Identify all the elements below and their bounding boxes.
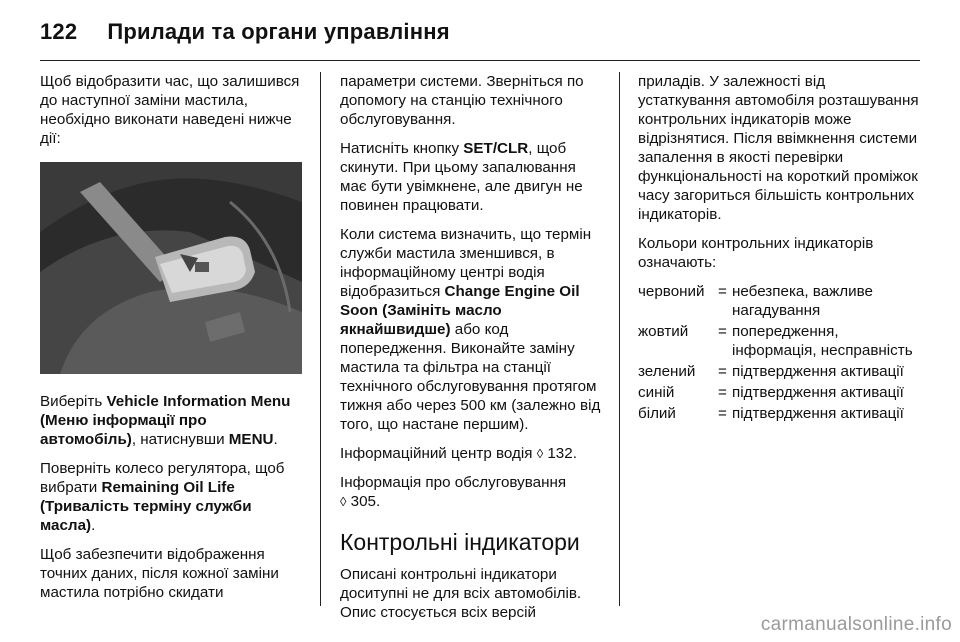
column-1 — [40, 72, 302, 612]
menu-item-name: Remaining Oil Life (Тривалість терміну служби масла) — [40, 479, 252, 534]
color-meaning: підтвердження активації — [732, 384, 904, 401]
paragraph: приладів. У залежності від устаткування автомобіля розташування контрольних індикаторів може відрізнятися. Після ввімкнення системи запалення в якості перевірки функціональності на короткий проміжок часу загориться більшість контрольних індикаторів. — [638, 73, 919, 223]
table-row — [638, 404, 920, 425]
table-row — [638, 383, 920, 404]
indicator-color-table — [638, 282, 920, 425]
menu-name: Vehicle Information Menu (Меню інформації про автомобіль) — [40, 393, 291, 448]
page-reference-icon: ◊ — [536, 446, 544, 461]
color-name: зелений — [638, 363, 696, 380]
column-3 — [638, 72, 920, 425]
color-meaning: підтвердження активації — [732, 405, 904, 422]
paragraph: Виберіть Vehicle Information Menu (Меню інформації про автомобіль), натиснувши MENU. — [40, 393, 291, 448]
page-reference-icon: ◊ — [340, 494, 347, 509]
watermark: carmanualsonline.info — [760, 614, 952, 635]
paragraph: параметри системи. Зверніться по допомогу на станцію технічного обслуговування. — [340, 73, 584, 128]
table-row — [638, 282, 920, 322]
button-name: SET/CLR — [463, 140, 529, 157]
color-meaning: підтвердження активації — [732, 363, 904, 380]
paragraph: Натисніть кнопку SET/CLR, щоб скинути. При цьому запалювання має бути увімкнене, але двигун не повинен працювати. — [340, 140, 583, 214]
equals-sign: = — [718, 283, 727, 300]
message-name: Change Engine Oil Soon (Замініть масло якнайшвидше) — [340, 283, 580, 338]
paragraph: Кольори контрольних індикаторів означають: — [638, 235, 874, 271]
page-header — [40, 14, 920, 50]
color-meaning: небезпека, важливе нагадування — [732, 283, 873, 319]
paragraph: Щоб забезпечити відображення точних даних, після кожної заміни мастила потрібно скидати — [40, 546, 279, 601]
button-name: MENU — [228, 431, 274, 448]
color-meaning: попередження, інформація, несправність — [732, 323, 913, 359]
equals-sign: = — [718, 384, 727, 401]
cross-reference[interactable]: Інформація про обслуговування ◊ 305. — [340, 474, 567, 510]
column-divider — [320, 72, 321, 606]
color-name: жовтий — [638, 323, 689, 340]
equals-sign: = — [718, 405, 727, 422]
section-heading: Контрольні індикатори — [340, 529, 580, 555]
color-name: червоний — [638, 283, 705, 300]
page-number: 122 — [40, 19, 78, 44]
stalk-control-illustration — [40, 162, 302, 374]
paragraph: Коли система визначить, що термін служби мастила зменшився, в інформаційному центрі водія відобразиться Change Engine Oil Soon (Замініть масло якнайшвидше) або код попередження. Виконайте заміну мастила та фільтра на станції технічного обслуговування протягом тижня або через 500 км (залежно від того, що настане першим). — [340, 226, 601, 433]
header-rule — [40, 60, 920, 61]
equals-sign: = — [718, 363, 727, 380]
color-name: білий — [638, 405, 676, 422]
column-2 — [340, 72, 605, 632]
table-row — [638, 362, 920, 383]
page-title: Прилади та органи управління — [107, 19, 450, 44]
cross-reference[interactable]: Інформаційний центр водія ◊ 132. — [340, 445, 577, 462]
paragraph: Щоб відобразити час, що залишився до наступної заміни мастила, необхідно виконати наведені нижче дії: — [40, 73, 300, 147]
paragraph: Описані контрольні індикатори доситупні не для всіх автомобілів. Опис стосується всіх версій — [340, 566, 582, 621]
table-row — [638, 322, 920, 362]
paragraph: Поверніть колесо регулятора, щоб вибрати Remaining Oil Life (Тривалість терміну служби масла). — [40, 460, 285, 534]
equals-sign: = — [718, 323, 727, 340]
column-divider — [619, 72, 620, 606]
color-name: синій — [638, 384, 675, 401]
